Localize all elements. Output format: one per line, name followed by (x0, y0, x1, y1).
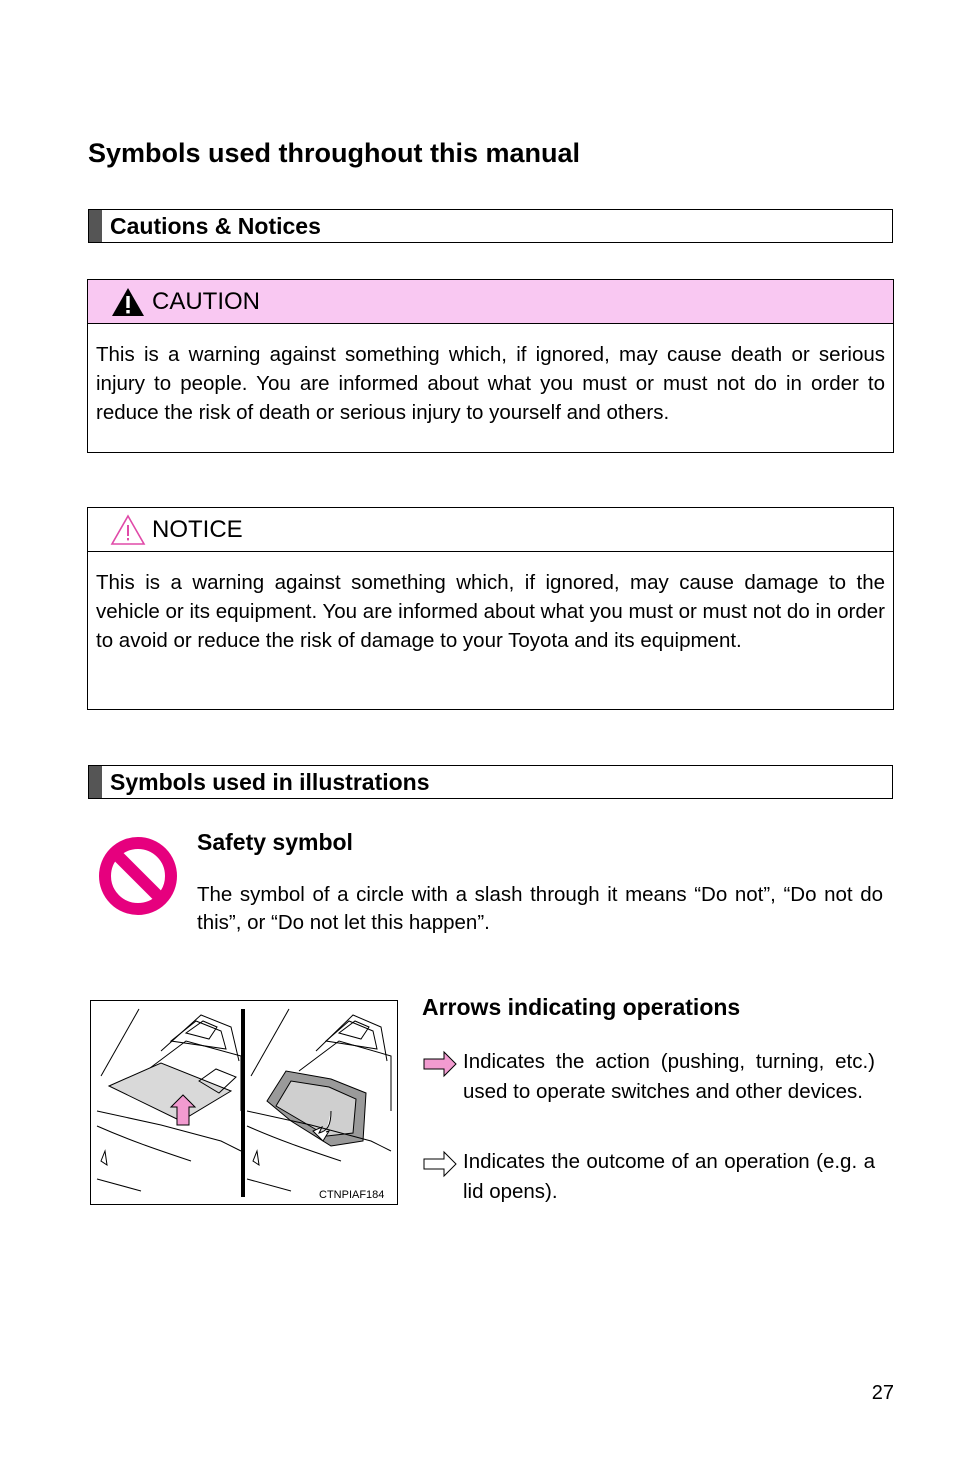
caution-title: CAUTION (152, 287, 260, 315)
section-label-cautions: Cautions & Notices (110, 212, 321, 239)
arrow-item-outcome (422, 1147, 875, 1207)
section-bar-tab (89, 210, 102, 242)
section-bar-tab (89, 766, 102, 798)
illustration-code: CTNPIAF184 (319, 1189, 385, 1201)
notice-title: NOTICE (152, 515, 243, 543)
arrows-heading: Arrows indicating operations (422, 994, 741, 1020)
caution-box (87, 279, 894, 453)
outcome-arrow-icon (422, 1149, 460, 1179)
notice-body: This is a warning against something which, if ignored, may cause damage to the vehicle or its equipment. You are informed about what you must or must not do in order to avoid or reduce the risk of damage to your Toyota and its equipment. (96, 571, 885, 652)
safety-symbol-heading: Safety symbol (197, 829, 353, 855)
warning-triangle-filled-icon (110, 286, 146, 318)
caution-header (88, 280, 893, 324)
prohibition-icon (98, 836, 178, 916)
section-label-illustrations: Symbols used in illustrations (110, 768, 430, 795)
safety-symbol-text: The symbol of a circle with a slash through it means “Do not”, “Do not do this”, or “Do not let this happen”. (197, 883, 883, 934)
notice-header (88, 508, 893, 552)
action-arrow-icon (422, 1049, 460, 1079)
notice-box (87, 507, 894, 710)
section-bar-illustrations (88, 765, 893, 799)
overhead-console-illustration (91, 1001, 397, 1204)
section-bar-cautions (88, 209, 893, 243)
illustration-panel (90, 1000, 398, 1205)
caution-body: This is a warning against something which, if ignored, may cause death or serious injury to people. You are informed about what you must or must not do in order to reduce the risk of death or serious injury to yourself and others. (96, 343, 885, 424)
arrow-item-action (422, 1047, 875, 1107)
page-title: Symbols used throughout this manual (88, 138, 581, 168)
page-number: 27 (871, 1382, 894, 1404)
arrow-action-text: Indicates the action (pushing, turning, etc.) used to operate switches and other devices. (463, 1050, 875, 1103)
arrow-outcome-text: Indicates the outcome of an operation (e.g. a lid opens). (463, 1150, 875, 1203)
warning-triangle-outline-icon (110, 514, 146, 546)
